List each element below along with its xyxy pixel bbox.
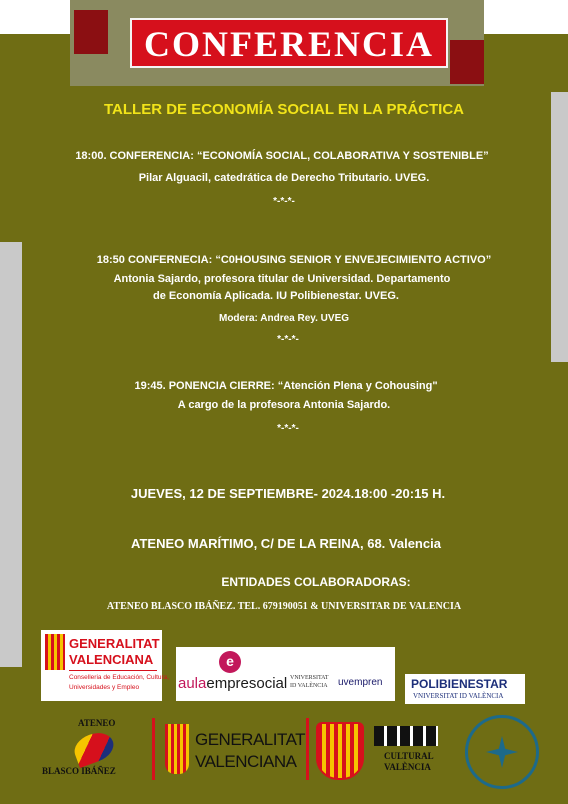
generalitat-name-line-1: GENERALITAT [69, 636, 160, 651]
event-place: ATENEO MARÍTIMO, C/ DE LA REINA, 68. Valencia [131, 536, 441, 551]
session-2-title: 18:50 CONFERNECIA: “C0HOUSING SENIOR Y ENVEJECIMIENTO ACTIVO” [96, 254, 492, 266]
ateneo-bottom-label: BLASCO IBÁÑEZ [42, 766, 116, 776]
session-3-speaker: A cargo de la profesora Antonia Sajardo. [177, 399, 391, 411]
aula-badge-icon: e [219, 651, 241, 673]
collaborators-list: ATENEO BLASCO IBÁÑEZ. TEL. 679190051 & UNIVERSITAR DE VALENCIA [106, 601, 462, 612]
session-1-title: 18:00. CONFERENCIA: “ECONOMÍA SOCIAL, COLABORATIVA Y SOSTENIBLE” [75, 150, 489, 162]
generalitat-big-name-2: VALENCIANA [195, 752, 297, 771]
session-2-speaker-line-2: de Economía Aplicada. IU Polibienestar. UVEG. [153, 290, 399, 302]
generalitat-dept-line-1: Conselleria de Educación, Cultura, [69, 674, 170, 681]
generalitat-big-shield-icon [165, 724, 189, 774]
ateneo-top-label: ATENEO [78, 718, 116, 728]
uv-line-1: VNIVERSITAT [290, 675, 329, 681]
uv-line-2: ID VALÈNCIA [290, 683, 328, 689]
banner-square-right [450, 40, 484, 84]
generalitat-big-name-1: GENERALITAT [195, 730, 306, 749]
cultural-label-1: CULTURAL [384, 751, 434, 761]
polibienestar-logo [405, 674, 525, 704]
session-3-separator: *-*-*- [277, 423, 299, 434]
session-1-speaker: Pilar Alguacil, catedrática de Derecho Tributario. UVEG. [138, 172, 430, 184]
logo-divider-2 [306, 718, 309, 780]
background-top-right-white [484, 0, 568, 34]
valencia-coat-of-arms-icon [316, 722, 364, 780]
seal-text [428, 788, 568, 789]
cultural-label-2: VALÈNCIA [384, 762, 431, 772]
uvempren-label: uvempren [338, 677, 383, 688]
generalitat-conselleria-logo [41, 630, 170, 701]
ateneo-maritimo-seal [465, 715, 539, 789]
generalitat-divider [69, 670, 157, 671]
aula-name-part-2: empresocial [206, 675, 288, 692]
cultural-valencia-logo [372, 726, 444, 780]
quill-icon [70, 728, 117, 768]
generalitat-name-line-2: VALENCIANA [69, 652, 154, 667]
polibienestar-name: POLIBIENESTAR [411, 677, 508, 691]
aula-name [178, 675, 287, 692]
polibienestar-uv: VNIVERSITAT ID VALÈNCIA [413, 692, 504, 700]
collaborators-heading: ENTIDADES COLABORADORAS: [221, 575, 411, 589]
aula-empresocial-logo [176, 647, 395, 701]
session-1-separator: *-*-*- [273, 196, 295, 207]
session-2-speaker-line-1: Antonia Sajardo, profesora titular de Universidad. Departamento [113, 273, 451, 285]
session-2-moderator: Modera: Andrea Rey. UVEG [218, 313, 350, 324]
compass-rose-icon [486, 736, 518, 768]
session-3-title: 19:45. PONENCIA CIERRE: “Atención Plena y Cohousing" [134, 380, 438, 392]
workshop-subtitle: TALLER DE ECONOMÍA SOCIAL EN LA PRÁCTICA [104, 101, 464, 118]
cultural-pattern-icon [374, 726, 438, 746]
session-2-separator: *-*-*- [277, 334, 299, 345]
logo-divider-1 [152, 718, 155, 780]
aula-name-part-1: aula [178, 675, 207, 692]
generalitat-valenciana-logo [165, 720, 305, 780]
banner-square-left [74, 10, 108, 54]
conference-title: CONFERENCIA [130, 18, 448, 68]
ateneo-blasco-logo [38, 718, 142, 782]
event-date: JUEVES, 12 DE SEPTIEMBRE- 2024.18:00 -20:15 H. [130, 486, 446, 501]
generalitat-shield-icon [45, 634, 65, 670]
generalitat-dept-line-2: Universidades y Empleo [69, 684, 140, 691]
